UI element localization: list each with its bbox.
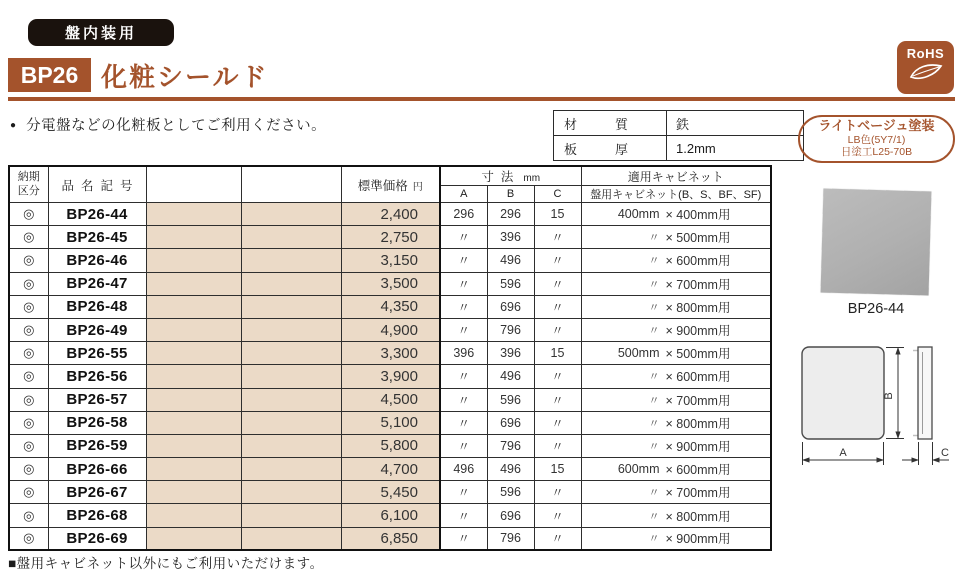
product-code: BP26-66 — [48, 458, 146, 481]
cabinet-cell — [581, 342, 771, 365]
header-item-code: 品名記号 — [48, 166, 146, 203]
dim-b-cell: 496 — [487, 458, 534, 481]
dim-c-cell: 15 — [534, 458, 581, 481]
price-cell: 5,450 — [341, 481, 440, 504]
cabinet-size: × 700mm用 — [665, 393, 731, 408]
dim-c-cell: 〃 — [534, 504, 581, 527]
blank-cell — [241, 226, 341, 249]
cabinet-cell — [581, 411, 771, 434]
spec-label-thickness: 板厚 — [554, 136, 667, 161]
page-title-text: 化粧シールド — [101, 61, 269, 92]
table-row — [9, 458, 771, 481]
table-row — [9, 342, 771, 365]
table-row — [9, 318, 771, 341]
cabinet-cell — [581, 458, 771, 481]
blank-cell — [146, 318, 241, 341]
dim-a-cell: 396 — [440, 342, 487, 365]
side-view-panel — [918, 347, 932, 439]
dim-b-label: B — [883, 392, 895, 400]
blank-cell — [146, 434, 241, 457]
front-view-panel — [802, 347, 884, 439]
dim-a-cell: 〃 — [440, 249, 487, 272]
blank-cell — [241, 527, 341, 550]
leaf-icon — [908, 61, 944, 82]
delivery-mark: ◎ — [9, 272, 48, 295]
price-cell: 4,700 — [341, 458, 440, 481]
blank-cell — [241, 203, 341, 226]
header-dims-text: 寸法 — [481, 170, 521, 184]
cabinet-size: × 900mm用 — [665, 439, 731, 454]
dim-a-cell: 296 — [440, 203, 487, 226]
blank-cell — [146, 272, 241, 295]
blank-cell — [241, 458, 341, 481]
cabinet-cell — [581, 504, 771, 527]
paint-name: ライトベージュ塗装 — [818, 118, 935, 134]
cabinet-size: × 600mm用 — [665, 254, 731, 269]
blank-cell — [146, 295, 241, 318]
spec-row-thickness — [554, 136, 804, 161]
blank-cell — [241, 318, 341, 341]
cabinet-cell — [581, 481, 771, 504]
dim-c-cell: 〃 — [534, 295, 581, 318]
spec-table — [553, 110, 804, 161]
table-row — [9, 272, 771, 295]
delivery-mark: ◎ — [9, 318, 48, 341]
delivery-mark: ◎ — [9, 411, 48, 434]
cabinet-size: × 900mm用 — [665, 324, 731, 339]
product-code: BP26-49 — [48, 318, 146, 341]
dim-c-cell: 〃 — [534, 388, 581, 411]
dim-c-cell: 〃 — [534, 318, 581, 341]
blank-cell — [146, 249, 241, 272]
price-cell: 4,500 — [341, 388, 440, 411]
dim-b-cell: 496 — [487, 249, 534, 272]
title-rule — [8, 97, 955, 101]
cabinet-width: 〃 — [648, 510, 660, 523]
cabinet-cell — [581, 434, 771, 457]
delivery-mark: ◎ — [9, 226, 48, 249]
model-code: BP26 — [20, 61, 79, 88]
delivery-mark: ◎ — [9, 481, 48, 504]
delivery-mark: ◎ — [9, 527, 48, 550]
product-code: BP26-48 — [48, 295, 146, 318]
price-cell: 2,750 — [341, 226, 440, 249]
blank-cell — [241, 295, 341, 318]
table-row — [9, 226, 771, 249]
cabinet-width: 〃 — [648, 533, 660, 546]
spec-value-material: 鉄 — [667, 111, 804, 136]
delivery-mark: ◎ — [9, 342, 48, 365]
header-dim-c: C — [534, 186, 581, 203]
cabinet-width: 600mm — [617, 462, 660, 477]
price-cell: 5,800 — [341, 434, 440, 457]
product-code: BP26-59 — [48, 434, 146, 457]
cabinet-width: 〃 — [648, 255, 660, 268]
blank-cell — [241, 272, 341, 295]
cabinet-width: 〃 — [648, 232, 660, 245]
price-cell: 6,100 — [341, 504, 440, 527]
delivery-mark: ◎ — [9, 249, 48, 272]
cabinet-size: × 800mm用 — [665, 509, 731, 524]
dim-b-cell: 796 — [487, 318, 534, 341]
table-row — [9, 527, 771, 550]
dim-a-cell: 〃 — [440, 272, 487, 295]
cabinet-cell — [581, 318, 771, 341]
header-dims-unit: mm — [523, 173, 541, 184]
description-text: 分電盤などの化粧板としてご利用ください。 — [26, 118, 327, 134]
dim-b-cell: 696 — [487, 295, 534, 318]
cabinet-size: × 900mm用 — [665, 532, 731, 547]
price-cell: 2,400 — [341, 203, 440, 226]
header-cabinet: 適用キャビネット — [581, 166, 771, 186]
header-price — [341, 166, 440, 203]
blank-cell — [146, 203, 241, 226]
blank-cell — [146, 504, 241, 527]
cabinet-size: × 500mm用 — [665, 347, 731, 362]
dim-b-cell: 696 — [487, 411, 534, 434]
blank-cell — [146, 411, 241, 434]
spec-value-thickness: 1.2mm — [667, 136, 804, 161]
blank-cell — [146, 365, 241, 388]
cabinet-width: 400mm — [617, 207, 660, 222]
price-cell: 5,100 — [341, 411, 440, 434]
delivery-mark: ◎ — [9, 434, 48, 457]
table-row — [9, 365, 771, 388]
header-price-text: 標準価格 — [357, 178, 408, 193]
description-bullet — [10, 114, 326, 135]
dim-a-label: A — [839, 447, 847, 459]
dim-a-cell: 〃 — [440, 411, 487, 434]
dim-c-cell: 〃 — [534, 272, 581, 295]
table-row — [9, 388, 771, 411]
dim-c-cell: 〃 — [534, 249, 581, 272]
cabinet-width: 〃 — [648, 278, 660, 291]
dim-b-cell: 496 — [487, 365, 534, 388]
dim-c-cell: 〃 — [534, 434, 581, 457]
delivery-mark: ◎ — [9, 458, 48, 481]
cabinet-width: 〃 — [648, 301, 660, 314]
product-code: BP26-46 — [48, 249, 146, 272]
spec-row-material — [554, 111, 804, 136]
dim-b-cell: 396 — [487, 226, 534, 249]
table-row — [9, 249, 771, 272]
product-code: BP26-47 — [48, 272, 146, 295]
cabinet-cell — [581, 272, 771, 295]
paint-spec-box — [798, 115, 955, 163]
dim-b-cell: 796 — [487, 434, 534, 457]
product-code: BP26-57 — [48, 388, 146, 411]
product-code: BP26-67 — [48, 481, 146, 504]
blank-cell — [146, 481, 241, 504]
product-code: BP26-45 — [48, 226, 146, 249]
delivery-mark: ◎ — [9, 365, 48, 388]
product-code: BP26-56 — [48, 365, 146, 388]
cabinet-cell — [581, 226, 771, 249]
dim-b-cell: 596 — [487, 388, 534, 411]
table-row — [9, 295, 771, 318]
dim-c-cell: 〃 — [534, 365, 581, 388]
page-title — [101, 58, 268, 92]
cabinet-width: 〃 — [648, 487, 660, 500]
price-cell: 4,350 — [341, 295, 440, 318]
dim-c-label: C — [941, 447, 949, 459]
product-photo-caption: BP26-44 — [847, 301, 905, 317]
price-table — [8, 165, 772, 551]
cabinet-width: 〃 — [648, 417, 660, 430]
cabinet-size: × 800mm用 — [665, 416, 731, 431]
spec-label-material: 材質 — [554, 111, 667, 136]
header-cabinet-sub: 盤用キャビネット(B、S、BF、SF) — [581, 186, 771, 203]
blank-cell — [241, 481, 341, 504]
dim-c-cell: 〃 — [534, 226, 581, 249]
blank-cell — [241, 388, 341, 411]
rohs-label: RoHS — [906, 46, 945, 61]
dim-a-cell: 〃 — [440, 388, 487, 411]
blank-cell — [146, 226, 241, 249]
dimension-diagram — [795, 338, 960, 473]
dim-a-cell: 496 — [440, 458, 487, 481]
header-dim-a: A — [440, 186, 487, 203]
product-code: BP26-55 — [48, 342, 146, 365]
rohs-badge — [897, 41, 954, 94]
table-row — [9, 504, 771, 527]
delivery-mark: ◎ — [9, 504, 48, 527]
price-cell: 3,500 — [341, 272, 440, 295]
table-row — [9, 411, 771, 434]
dim-b-cell: 796 — [487, 527, 534, 550]
delivery-mark: ◎ — [9, 388, 48, 411]
footnote: ■盤用キャビネット以外にもご利用いただけます。 — [8, 556, 324, 571]
cabinet-size: × 800mm用 — [665, 300, 731, 315]
table-row — [9, 203, 771, 226]
table-row — [9, 434, 771, 457]
blank-cell — [146, 342, 241, 365]
price-cell: 6,850 — [341, 527, 440, 550]
dim-a-cell: 〃 — [440, 226, 487, 249]
blank-cell — [241, 249, 341, 272]
dim-a-cell: 〃 — [440, 481, 487, 504]
dim-b-cell: 596 — [487, 272, 534, 295]
dim-b-cell: 596 — [487, 481, 534, 504]
cabinet-size: × 600mm用 — [665, 370, 731, 385]
header-delivery: 納期区分 — [9, 166, 48, 203]
dim-b-cell: 396 — [487, 342, 534, 365]
dim-a-cell: 〃 — [440, 318, 487, 341]
product-code: BP26-69 — [48, 527, 146, 550]
dim-a-cell: 〃 — [440, 365, 487, 388]
dim-b-cell: 696 — [487, 504, 534, 527]
header-dim-b: B — [487, 186, 534, 203]
price-cell: 3,900 — [341, 365, 440, 388]
header-blank-2 — [241, 166, 341, 203]
blank-cell — [146, 527, 241, 550]
dim-c-cell: 〃 — [534, 411, 581, 434]
cabinet-cell — [581, 249, 771, 272]
cabinet-width: 〃 — [648, 440, 660, 453]
cabinet-width: 500mm — [617, 346, 660, 361]
category-badge-label: 盤内装用 — [64, 25, 137, 42]
category-badge — [28, 19, 174, 46]
dim-c-cell: 〃 — [534, 527, 581, 550]
cabinet-cell — [581, 365, 771, 388]
paint-standard-code: 日塗工L25-70B — [840, 146, 913, 159]
paint-color-code: LB色(5Y7/1) — [847, 134, 906, 147]
cabinet-cell — [581, 295, 771, 318]
blank-cell — [241, 365, 341, 388]
blank-cell — [241, 342, 341, 365]
price-cell: 3,150 — [341, 249, 440, 272]
cabinet-cell — [581, 388, 771, 411]
table-header-row-1 — [9, 166, 771, 186]
product-code: BP26-68 — [48, 504, 146, 527]
price-table-body — [9, 203, 771, 551]
dim-c-cell: 15 — [534, 203, 581, 226]
cabinet-width: 〃 — [648, 371, 660, 384]
dim-a-cell: 〃 — [440, 295, 487, 318]
delivery-mark: ◎ — [9, 295, 48, 318]
blank-cell — [146, 458, 241, 481]
dim-a-cell: 〃 — [440, 527, 487, 550]
dim-c-cell: 15 — [534, 342, 581, 365]
header-blank-1 — [146, 166, 241, 203]
cabinet-cell — [581, 527, 771, 550]
blank-cell — [146, 388, 241, 411]
delivery-mark: ◎ — [9, 203, 48, 226]
cabinet-size: × 700mm用 — [665, 277, 731, 292]
cabinet-size: × 600mm用 — [665, 463, 731, 478]
cabinet-size: × 400mm用 — [665, 208, 731, 223]
cabinet-size: × 700mm用 — [665, 486, 731, 501]
table-row — [9, 481, 771, 504]
dim-a-cell: 〃 — [440, 434, 487, 457]
header-dimensions — [440, 166, 581, 186]
cabinet-width: 〃 — [648, 394, 660, 407]
product-code: BP26-58 — [48, 411, 146, 434]
cabinet-size: × 500mm用 — [665, 231, 731, 246]
product-photo — [821, 189, 932, 296]
blank-cell — [241, 504, 341, 527]
product-code: BP26-44 — [48, 203, 146, 226]
cabinet-width: 〃 — [648, 325, 660, 338]
cabinet-cell — [581, 203, 771, 226]
price-cell: 4,900 — [341, 318, 440, 341]
header-price-unit: 円 — [412, 181, 423, 193]
blank-cell — [241, 411, 341, 434]
blank-cell — [241, 434, 341, 457]
dim-a-cell: 〃 — [440, 504, 487, 527]
dim-c-cell: 〃 — [534, 481, 581, 504]
dim-b-cell: 296 — [487, 203, 534, 226]
price-cell: 3,300 — [341, 342, 440, 365]
model-code-badge — [8, 58, 91, 92]
